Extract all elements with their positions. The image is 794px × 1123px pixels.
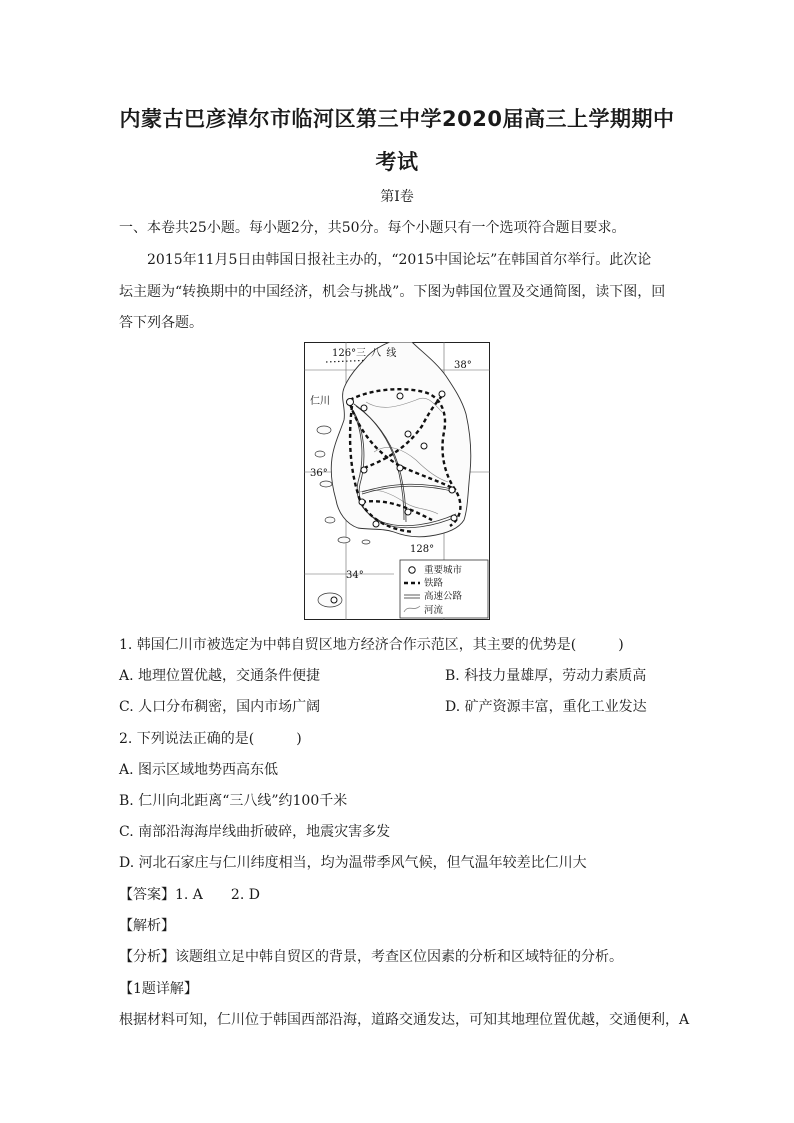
- korea-transport-map: [304, 342, 490, 620]
- legend-city-label: 重要城市: [424, 565, 463, 576]
- map-legend: [400, 560, 488, 618]
- lat-34-label: 34°: [346, 570, 364, 581]
- volume-label: 第Ⅰ卷: [380, 189, 414, 205]
- q2-option-a: A. 图示区域地势西高东低: [119, 762, 279, 778]
- q1-detail-heading: 【1题详解】: [119, 981, 198, 997]
- q1-option-d: D. 矿产资源丰富，重化工业发达: [445, 699, 647, 715]
- answer-line: 【答案】1. A 2. D: [119, 887, 260, 903]
- sanbaxian-label: 三 八 线: [356, 348, 398, 359]
- legend-railway-label: 铁路: [424, 578, 444, 589]
- doc-title-line-1: 内蒙古巴彦淖尔市临河区第三中学2020届高三上学期期中: [119, 107, 675, 131]
- q2-option-d: D. 河北石家庄与仁川纬度相当，均为温带季风气候，但气温年较差比仁川大: [119, 855, 587, 871]
- passage-line-3: 答下列各题。: [119, 315, 203, 331]
- q1-stem: 1. 韩国仁川市被选定为中韩自贸区地方经济合作示范区，其主要的优势是( ): [119, 637, 624, 653]
- legend-city-icon: [409, 567, 415, 573]
- lon-128-label: 128°: [410, 544, 435, 555]
- lat-38-label: 38°: [454, 360, 472, 371]
- section-instruction: 一、本卷共25小题。每小题2分，共50分。每个小题只有一个选项符合题目要求。: [119, 220, 626, 236]
- q1-option-c: C. 人口分布稠密，国内市场广阔: [119, 699, 321, 715]
- legend-river-label: 河流: [424, 605, 444, 616]
- q1-detail-text: 根据材料可知，仁川位于韩国西部沿海，道路交通发达，可知其地理位置优越，交通便利，A: [119, 1012, 690, 1028]
- analysis-heading: 【解析】: [119, 918, 175, 934]
- passage-line-2: 坛主题为“转换期中的中国经济，机会与挑战”。下图为韩国位置及交通简图，读下图，回: [119, 284, 666, 300]
- doc-title-line-2: 考试: [375, 150, 419, 174]
- q2-option-c: C. 南部沿海海岸线曲折破碎，地震灾害多发: [119, 824, 391, 840]
- analysis-summary: 【分析】该题组立足中韩自贸区的背景，考查区位因素的分析和区域特征的分析。: [119, 949, 623, 965]
- legend-expressway-label: 高速公路: [424, 591, 463, 602]
- incheon-label: 仁川: [310, 396, 330, 407]
- passage-line-1: 2015年11月5日由韩国日报社主办的，“2015中国论坛”在韩国首尔举行。此次论: [147, 252, 652, 268]
- jeju-island: [318, 593, 342, 607]
- q1-option-b: B. 科技力量雄厚，劳动力素质高: [445, 668, 647, 684]
- q2-stem: 2. 下列说法正确的是( ): [119, 731, 302, 747]
- lon-126-label: 126°: [332, 348, 357, 359]
- q2-option-b: B. 仁川向北距离“三八线”约100千米: [119, 793, 348, 809]
- lat-36-label: 36°: [310, 468, 328, 479]
- q1-option-a: A. 地理位置优越，交通条件便捷: [119, 668, 321, 684]
